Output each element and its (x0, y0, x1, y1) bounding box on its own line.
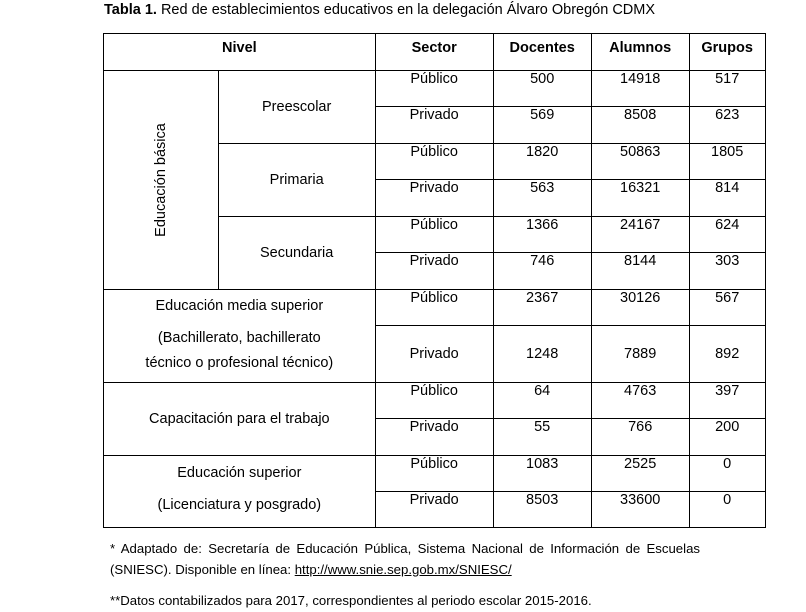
header-grupos: Grupos (689, 34, 765, 71)
header-sector: Sector (375, 34, 493, 71)
sector-cell: Público (375, 383, 493, 419)
source-footnote (110, 538, 700, 580)
level-secundaria: Secundaria (218, 217, 375, 290)
alumnos-cell: 2525 (591, 456, 689, 492)
table-row (104, 71, 766, 107)
header-alumnos: Alumnos (591, 34, 689, 71)
basica-group-cell (104, 71, 219, 290)
docentes-cell: 1083 (493, 456, 591, 492)
education-table (103, 33, 766, 528)
source-link[interactable]: http://www.snie.sep.gob.mx/SNIESC/ (294, 562, 512, 577)
grupos-cell: 517 (689, 71, 765, 107)
table-row (104, 290, 766, 326)
docentes-cell: 1366 (493, 217, 591, 253)
sector-cell: Público (375, 71, 493, 107)
media-superior-detail-2: técnico o profesional técnico) (145, 355, 334, 371)
docentes-cell: 1248 (493, 326, 591, 383)
grupos-cell: 814 (689, 180, 765, 217)
alumnos-cell: 766 (591, 419, 689, 456)
sector-cell: Privado (375, 253, 493, 290)
sector-cell: Público (375, 456, 493, 492)
alumnos-cell: 8144 (591, 253, 689, 290)
level-capacitacion: Capacitación para el trabajo (104, 383, 376, 456)
docentes-cell: 746 (493, 253, 591, 290)
level-media-superior (104, 290, 376, 383)
sector-cell: Público (375, 144, 493, 180)
grupos-cell: 623 (689, 107, 765, 144)
alumnos-cell: 30126 (591, 290, 689, 326)
grupos-cell: 0 (689, 492, 765, 528)
header-docentes: Docentes (493, 34, 591, 71)
docentes-cell: 563 (493, 180, 591, 217)
grupos-cell: 1805 (689, 144, 765, 180)
alumnos-cell: 50863 (591, 144, 689, 180)
media-superior-title: Educación media superior (155, 298, 324, 314)
basica-label: Educación básica (152, 123, 169, 237)
docentes-cell: 569 (493, 107, 591, 144)
grupos-cell: 0 (689, 456, 765, 492)
level-primaria: Primaria (218, 144, 375, 217)
caption-label: Tabla 1. (104, 2, 157, 18)
header-nivel: Nivel (104, 34, 376, 71)
alumnos-cell: 14918 (591, 71, 689, 107)
alumnos-cell: 16321 (591, 180, 689, 217)
table-row (104, 456, 766, 492)
alumnos-cell: 7889 (591, 326, 689, 383)
level-superior (104, 456, 376, 528)
sector-cell: Privado (375, 107, 493, 144)
sector-cell: Privado (375, 419, 493, 456)
superior-detail: (Licenciatura y posgrado) (157, 497, 322, 513)
superior-title: Educación superior (177, 465, 302, 481)
caption-text: Red de establecimientos educativos en la delegación Álvaro Obregón CDMX (156, 2, 656, 18)
alumnos-cell: 24167 (591, 217, 689, 253)
docentes-cell: 500 (493, 71, 591, 107)
grupos-cell: 200 (689, 419, 765, 456)
docentes-cell: 64 (493, 383, 591, 419)
sector-cell: Público (375, 290, 493, 326)
grupos-cell: 567 (689, 290, 765, 326)
alumnos-cell: 33600 (591, 492, 689, 528)
grupos-cell: 303 (689, 253, 765, 290)
docentes-cell: 55 (493, 419, 591, 456)
header-row (104, 34, 766, 71)
alumnos-cell: 4763 (591, 383, 689, 419)
sector-cell: Privado (375, 180, 493, 217)
table-caption (104, 2, 655, 18)
table-row (104, 383, 766, 419)
sector-cell: Privado (375, 492, 493, 528)
grupos-cell: 397 (689, 383, 765, 419)
level-preescolar: Preescolar (218, 71, 375, 144)
data-period-footnote: **Datos contabilizados para 2017, correspondientes al periodo escolar 2015-2016. (110, 593, 592, 608)
alumnos-cell: 8508 (591, 107, 689, 144)
docentes-cell: 8503 (493, 492, 591, 528)
source-footnote-text: * Adaptado de: Secretaría de Educación Pública, Sistema Nacional de Información de Escuelas (SNIESC). Disponible en línea: (110, 541, 700, 577)
media-superior-detail-1: (Bachillerato, bachillerato (157, 330, 321, 346)
grupos-cell: 624 (689, 217, 765, 253)
docentes-cell: 1820 (493, 144, 591, 180)
grupos-cell: 892 (689, 326, 765, 383)
sector-cell: Público (375, 217, 493, 253)
sector-cell: Privado (375, 326, 493, 383)
docentes-cell: 2367 (493, 290, 591, 326)
